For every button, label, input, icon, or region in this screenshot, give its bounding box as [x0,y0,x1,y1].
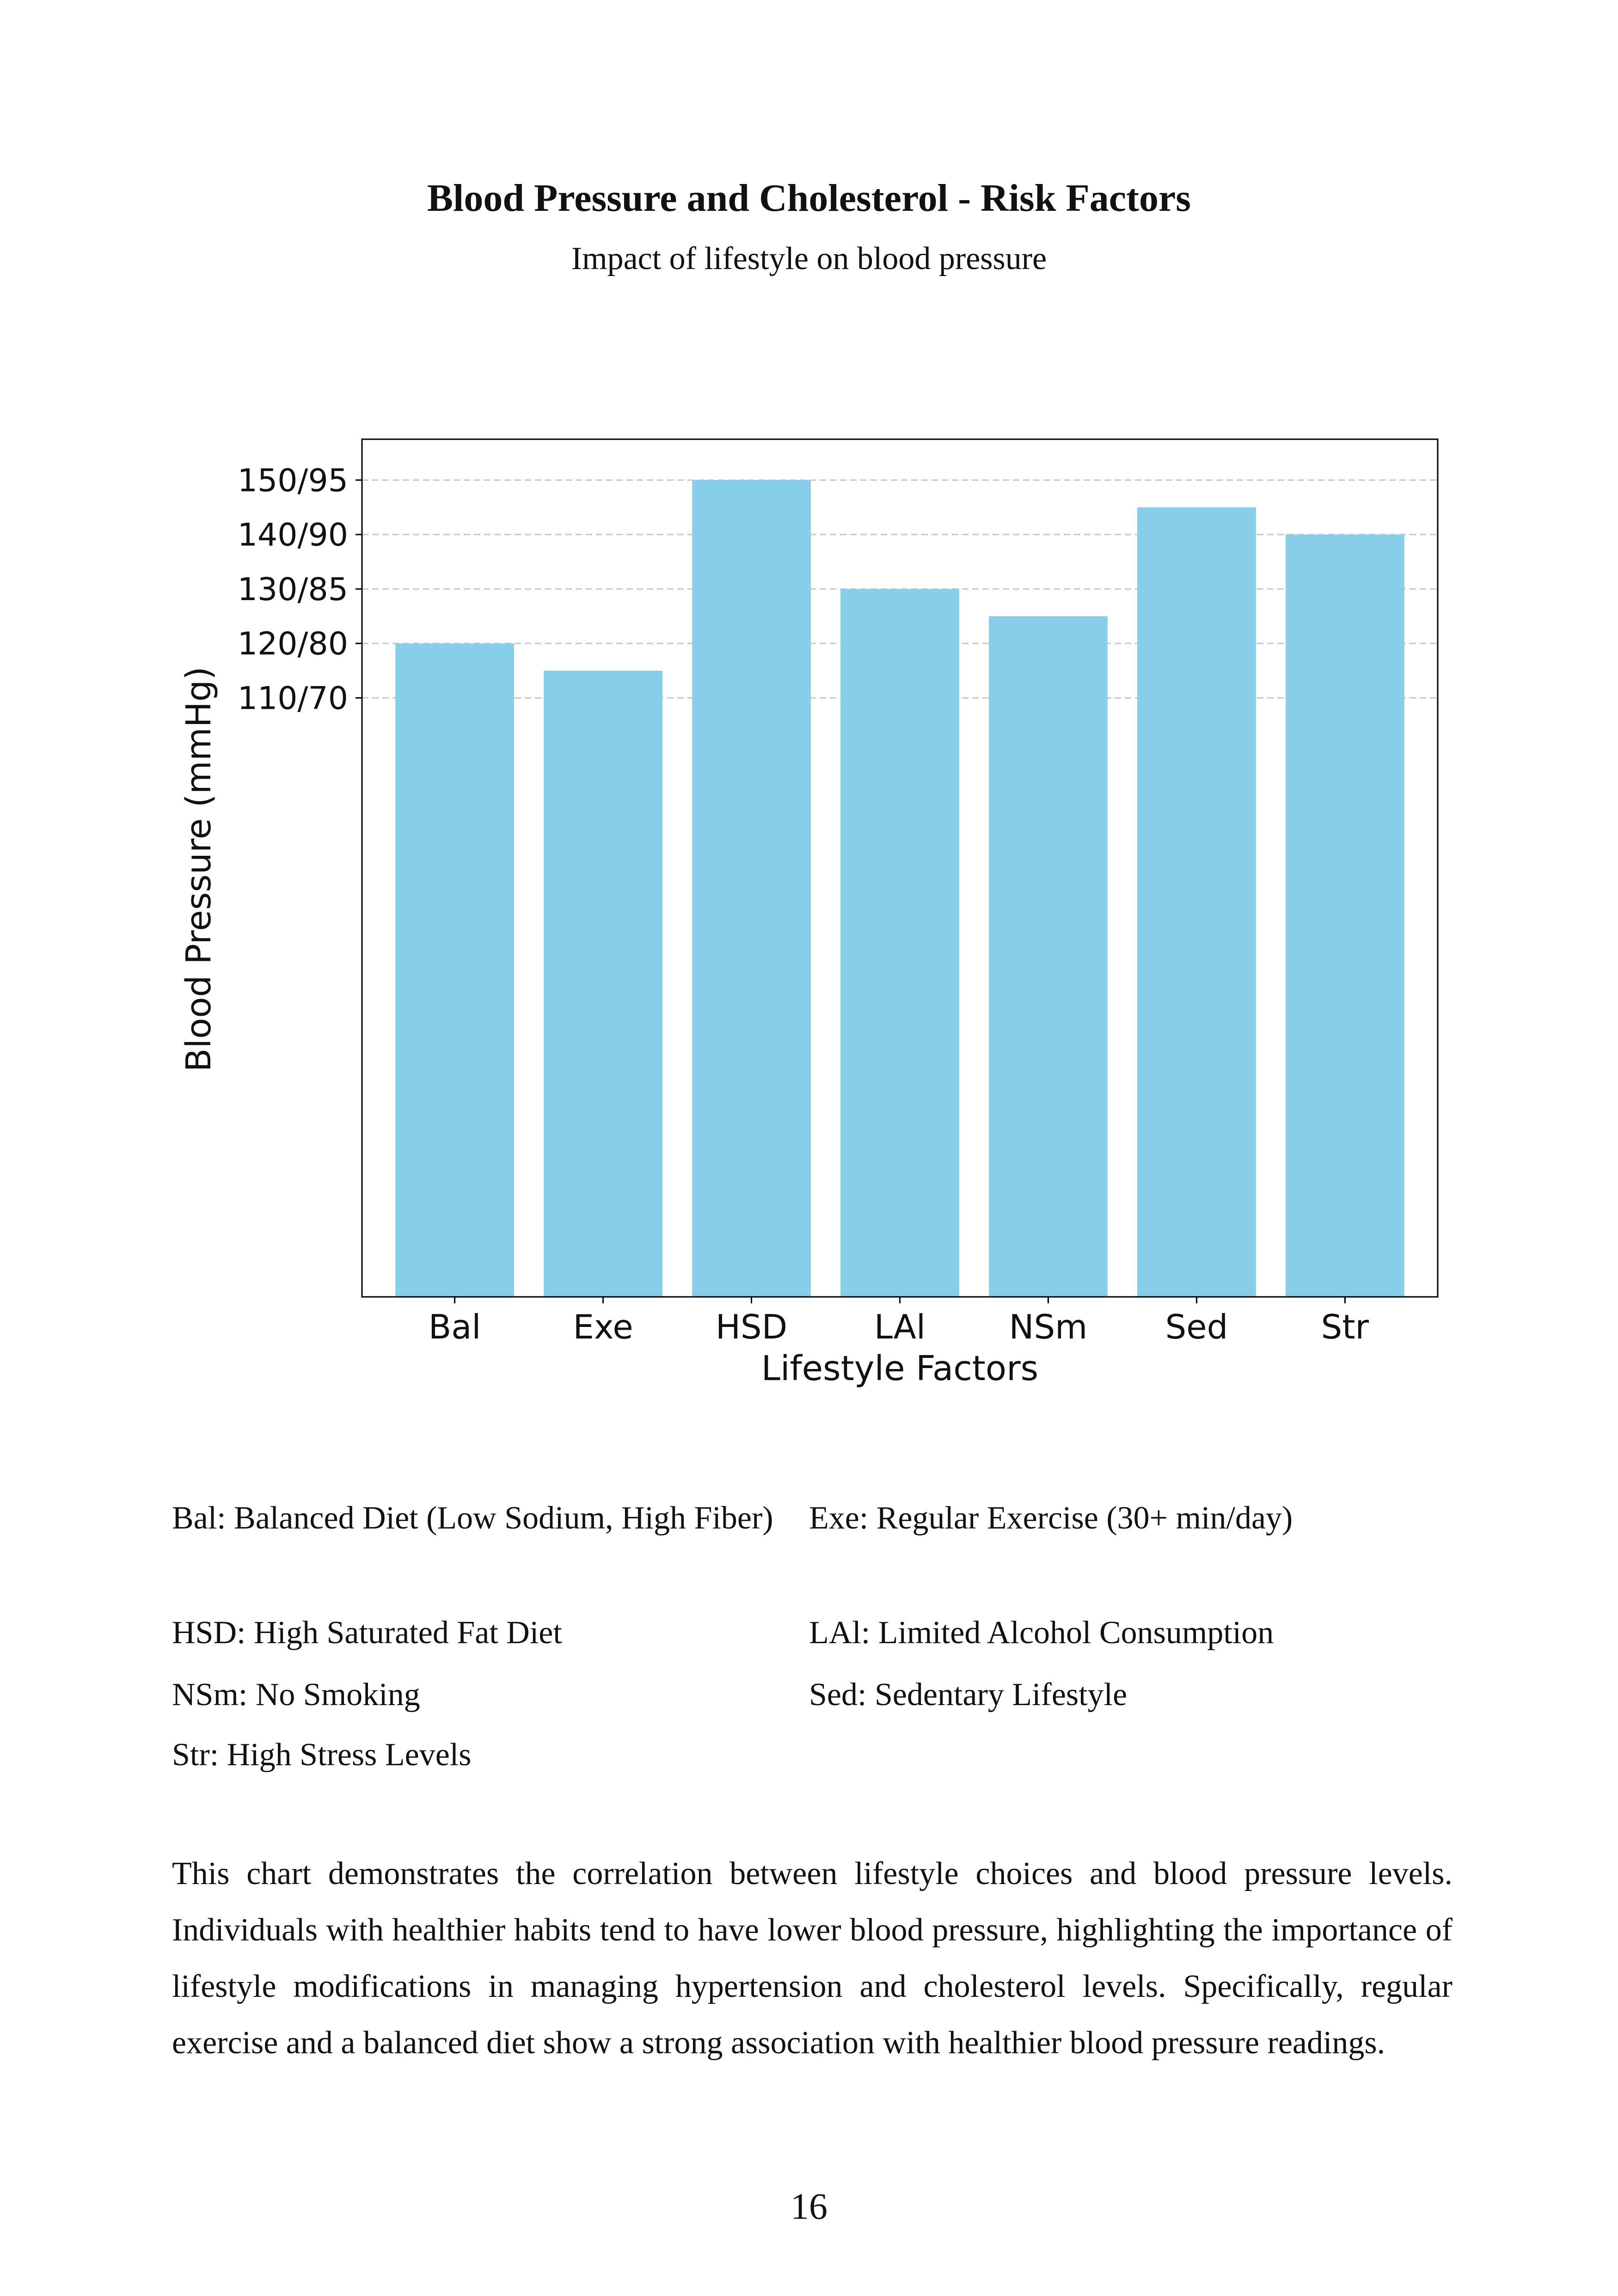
page-number: 16 [791,2186,827,2227]
bar-exe [544,671,662,1297]
y-tick-label: 110/70 [237,680,348,717]
x-axis-label: Lifestyle Factors [761,1349,1039,1388]
y-axis-label: Blood Pressure (mmHg) [179,666,219,1072]
legend-item-lal: LAl: Limited Alcohol Consumption [809,1615,1274,1651]
x-tick-label: LAl [874,1308,926,1346]
bar-sed [1137,507,1256,1297]
y-tick-label: 150/95 [237,462,348,499]
bar-str [1286,534,1404,1297]
legend-item-exe: Exe: Regular Exercise (30+ min/day) [809,1500,1293,1536]
bar-bal [395,644,514,1297]
legend-item-bal: Bal: Balanced Diet (Low Sodium, High Fiber) [172,1500,773,1536]
bar-nsm [989,616,1108,1297]
body-paragraph: This chart demonstrates the correlation between lifestyle choices and blood pressure levels. Individuals with healthier habits tend to have lower blood pressure, highlighting the importance of lifestyle modifications in managing hypertension and cholesterol levels. Specifically, regular exercise and a balanced diet show a strong association with healthier blood pressure readings. [172,1856,1453,2061]
x-tick-label: NSm [1009,1308,1088,1346]
x-tick-label: Bal [428,1308,481,1346]
x-tick-label: Exe [573,1308,633,1346]
y-tick-label: 120/80 [237,626,348,663]
legend-item-hsd: HSD: High Saturated Fat Diet [172,1615,562,1651]
x-tick-label: HSD [715,1308,788,1346]
legend-item-nsm: NSm: No Smoking [172,1677,420,1713]
bar-lal [840,589,959,1297]
y-tick-label: 140/90 [237,517,348,554]
chart-subtitle: Impact of lifestyle on blood pressure [571,241,1047,276]
legend-item-sed: Sed: Sedentary Lifestyle [809,1677,1128,1713]
chart-title: Blood Pressure and Cholesterol - Risk Factors [427,177,1191,220]
x-tick-label: Str [1321,1308,1369,1346]
legend-item-str: Str: High Stress Levels [172,1737,472,1773]
x-tick-label: Sed [1165,1308,1228,1346]
bar-hsd [692,480,811,1297]
y-tick-label: 130/85 [237,571,348,608]
